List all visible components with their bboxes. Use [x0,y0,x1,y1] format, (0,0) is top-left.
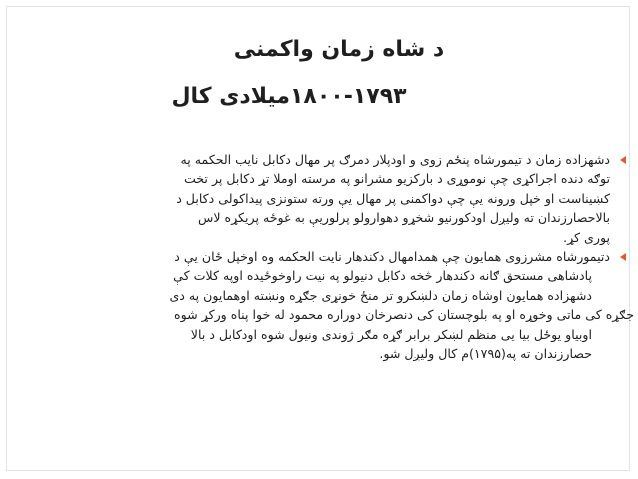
paragraph-line: توګه دنده اجراکړی چې نوموړی د بارکزیو مشرانو په مرسته اوملا تړ دکابل پر تخت [183,171,610,187]
bullet-icon [620,253,626,261]
paragraph-line: بالاحصارزندان ته ولیږل اودکورنیو شخړو دهوارولو پرلوریې به غوځه پریکړه لاس [197,210,610,226]
paragraph-line: اوبیاو یوځل بیا یی منظم لښکر برابر ګړه مګر ژوندی ونیول شوه اودکابل د بالا [190,326,592,342]
paragraph-line: دشهزاده زمان د تیمورشاه پنځم زوی و اودپلار دمرګ پر مهال دکابل نایب الحکمه په [180,152,610,167]
slide-title: د شاه زمان واکمنی [233,37,445,62]
paragraph-line: حصارزندان ته په(۱۷۹۵)م کال ولیږل شو. [379,346,592,362]
paragraph [30,247,634,363]
paragraph-line: دتیمورشاه مشرزوی همایون چې همدامهال دکندهار نایت الحکمه وه اوخپل ځان یې د [174,249,610,265]
paragraph-line: دشهزاده همایون اوشاه زمان دلښکرو تر منځ خونړی جګړه ونښته اوهمایون په دی [169,287,592,303]
bullet-icon [620,156,626,164]
paragraph-line: کښیناست او خپل ورونه یې چې دواکمنی پر مهال یې ورته ستونزی پیداکولی دکابل د [176,190,610,206]
paragraph [30,150,610,247]
slide-body [30,150,634,363]
paragraph-line: پادشاهی مستحق ګانه دکندهار څخه دکابل دنیولو په نیت راوخوځیده اوپه کلات کې [173,268,592,284]
slide-subtitle: ۱۸۰۰-۱۷۹۳میلادی کال [171,84,407,109]
paragraph-line: جګړه کی ماتی وخوړه او په بلوچستان کی دنصرخان دوراره محمود له خوا پناه ورکړ شوه [173,307,634,323]
paragraph-line: پوری کړ. [563,229,610,245]
